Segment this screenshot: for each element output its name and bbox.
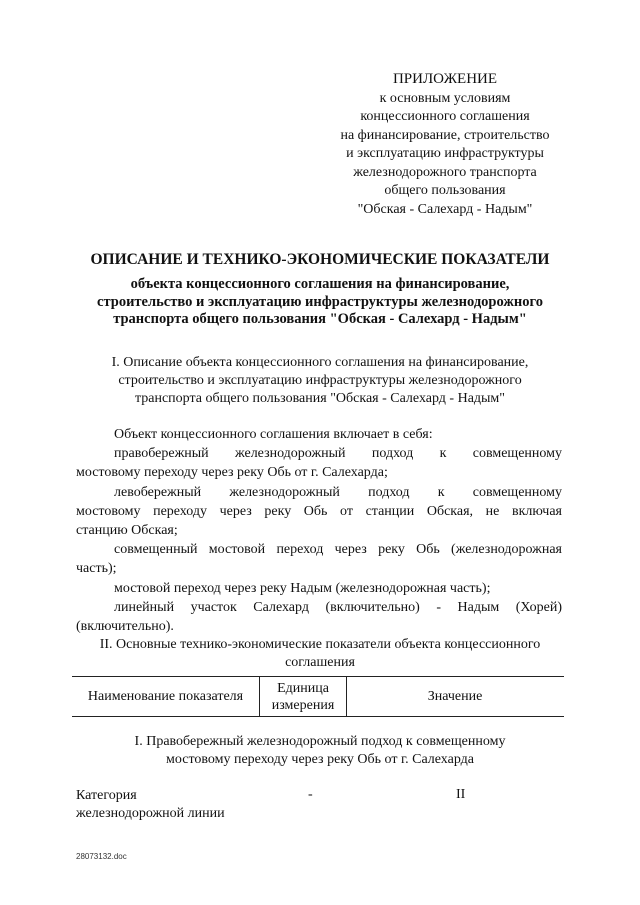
subtitle-line: строительство и эксплуатацию инфраструктуры железнодорожного [97,293,543,310]
document-subtitle [60,276,580,329]
section-2-heading [60,636,580,672]
subtitle-line: объекта концессионного соглашения на финансирование, [130,276,510,292]
indicator-label-line: железнодорожной линии [76,806,225,821]
indicators-table-header [72,676,564,717]
appendix-line: железнодорожного транспорта [353,164,537,180]
appendix-line: и эксплуатацию инфраструктуры [346,146,544,161]
section-1-line: транспорта общего пользования "Обская - Салехард - Надым" [134,391,506,406]
item-3-line: часть); [76,561,117,577]
appendix-line: "Обская - Салехард - Надым" [357,201,533,217]
section-2-line: соглашения [285,655,355,670]
subsection-line: I. Правобережный железнодорожный подход к совмещенному [134,734,506,749]
item-3-line: совмещенный мостовой переход через реку Обь (железнодорожная [114,542,562,558]
item-5-line: линейный участок Салехард (включительно) - Надым (Хорей) [114,599,562,615]
appendix-line: на финансирование, строительство [340,127,550,143]
object-description [76,425,562,636]
document-title: ОПИСАНИЕ И ТЕХНИКО-ЭКОНОМИЧЕСКИЕ ПОКАЗАТЕЛИ [90,251,550,268]
item-1-line: правобережный железнодорожный подход к совмещенному [114,446,562,462]
section-1-line: строительство и эксплуатацию инфраструктуры железнодорожного [118,373,522,388]
appendix-header [330,70,560,219]
appendix-line: концессионного соглашения [360,109,530,124]
item-2-line: станцию Обская; [76,523,178,539]
subsection-1-heading [60,733,580,769]
appendix-line: к основным условиям [379,90,511,106]
unit-header-line: Единица [277,680,329,696]
indicator-label-line: Категория [76,788,137,803]
column-header-name: Наименование показателя [87,689,244,704]
section-2-line: II. Основные технико-экономические показатели объекта концессионного [99,637,541,652]
item-2-line: мостовому переходу через реку Обь от станции Обская, не включая [76,503,562,519]
indicator-value: II [456,787,466,802]
intro-line: Объект концессионного соглашения включает в себя: [114,427,433,442]
subsection-line: мостовому переходу через реку Обь от г. Салехарда [166,752,474,767]
indicator-unit: - [308,787,313,802]
column-header-unit [259,677,347,716]
item-1-line: мостовому переходу через реку Обь от г. Салехарда; [76,465,388,481]
footer-filename: 28073132.doc [76,852,127,861]
unit-header-line: измерения [271,697,335,713]
indicator-label [76,787,246,823]
item-4-line: мостовой переход через реку Надым (железнодорожная часть); [114,580,491,596]
subtitle-line: транспорта общего пользования "Обская - Салехард - Надым" [113,311,527,327]
appendix-title: ПРИЛОЖЕНИЕ [392,71,498,87]
section-1-line: I. Описание объекта концессионного соглашения на финансирование, [111,355,529,370]
item-5-line: (включительно). [76,619,174,635]
section-1-heading [60,354,580,408]
item-2-line: левобережный железнодорожный подход к совмещенному [114,484,562,500]
column-header-value: Значение [427,689,483,704]
appendix-line: общего пользования [384,183,506,198]
